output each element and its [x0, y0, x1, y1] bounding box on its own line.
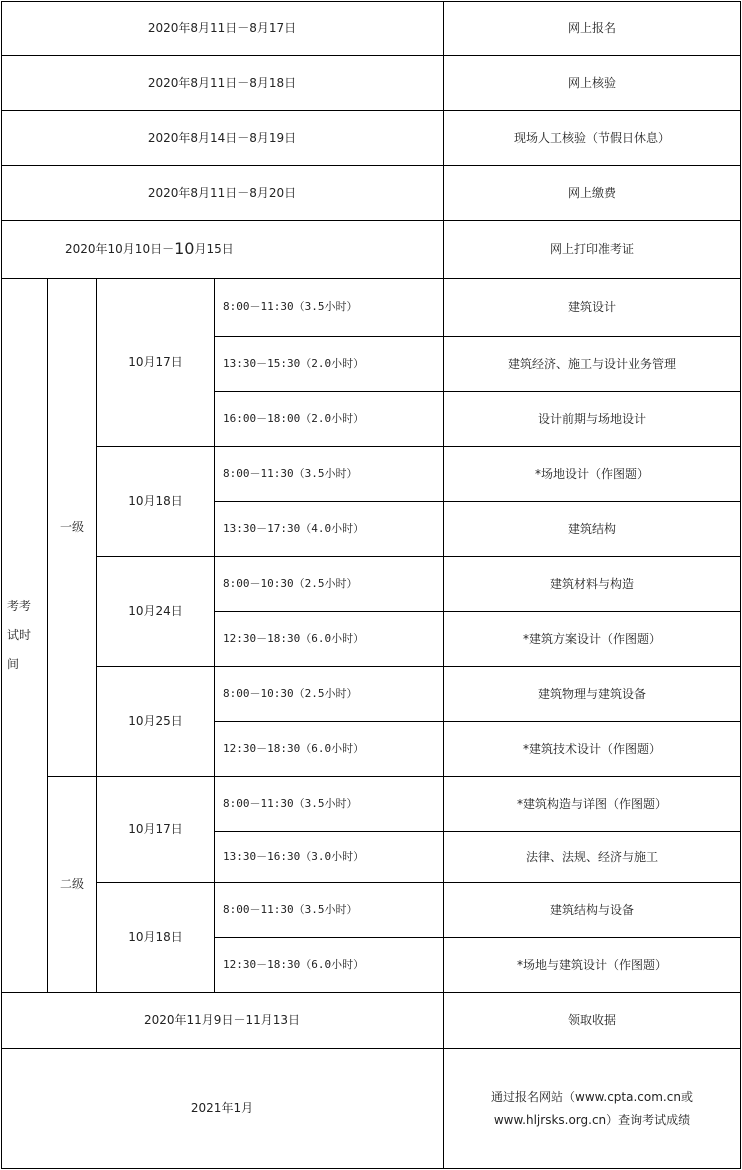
session-subject-text: *建筑技术设计（作图题） [522, 741, 661, 756]
exam-label-text: 间 [7, 656, 20, 671]
session-time-text: 8:00－11:30（3.5小时） [223, 466, 358, 480]
date-text: 2020年8月11日－8月20日 [147, 185, 297, 200]
level-name: 二级 [59, 877, 84, 892]
level-cell [48, 777, 97, 993]
session-time-text: 8:00－10:30（2.5小时） [223, 686, 358, 700]
session-subject-cell [444, 557, 741, 612]
exam-label-text: 考考 [7, 599, 32, 614]
session-subject-text: *场地设计（作图题） [534, 466, 649, 481]
session-subject-text: 建筑物理与建筑设备 [537, 686, 646, 701]
results-line: 通过报名网站（www.cpta.com.cn或 [491, 1089, 693, 1104]
session-time-cell [215, 279, 444, 337]
session-time-text: 12:30－18:30（6.0小时） [223, 741, 365, 755]
exam-date-text: 10月17日 [128, 822, 183, 837]
session-subject-text: 设计前期与场地设计 [537, 411, 646, 426]
exam-schedule-table [1, 1, 741, 1169]
session-subject-cell [444, 279, 741, 337]
session-time-cell [215, 938, 444, 993]
session-time-text: 13:30－15:30（2.0小时） [223, 356, 365, 370]
exam-date-text: 10月17日 [128, 355, 183, 370]
receipt-date-cell [1, 993, 444, 1049]
session-subject-text: *场地与建筑设计（作图题） [516, 957, 667, 972]
session-time-cell [215, 447, 444, 502]
event-text: 网上报名 [567, 20, 616, 35]
session-time-text: 12:30－18:30（6.0小时） [223, 957, 365, 971]
exam-date-cell [97, 447, 215, 557]
session-time-text: 8:00－10:30（2.5小时） [223, 576, 358, 590]
session-subject-text: *建筑构造与详图（作图题） [516, 796, 667, 811]
event-text: 网上缴费 [567, 185, 616, 200]
session-subject-text: 建筑材料与构造 [549, 576, 634, 591]
session-time-cell [215, 612, 444, 667]
results-date-text: 2021年1月 [190, 1101, 254, 1116]
exam-date-cell [97, 777, 215, 883]
date-text: 2020年8月11日－8月18日 [147, 75, 297, 90]
session-subject-cell [444, 392, 741, 447]
receipt-event-cell [444, 993, 741, 1049]
session-time-cell [215, 832, 444, 883]
session-time-cell [215, 667, 444, 722]
session-time-text: 16:00－18:00（2.0小时） [223, 411, 365, 425]
admission-date-text: 月15日 [194, 242, 234, 257]
receipt-event-text: 领取收据 [567, 1013, 616, 1028]
event-text: 网上核验 [567, 75, 616, 90]
session-subject-cell [444, 447, 741, 502]
registration-date-cell [1, 1, 444, 56]
session-subject-cell [444, 777, 741, 832]
session-time-text: 13:30－16:30（3.0小时） [223, 849, 365, 863]
session-subject-text: 法律、法规、经济与施工 [525, 849, 658, 864]
receipt-date-text: 2020年11月9日－11月13日 [144, 1013, 300, 1028]
exam-date-text: 10月24日 [128, 604, 183, 619]
exam-label-text: 试时 [7, 628, 32, 643]
exam-date-text: 10月18日 [128, 930, 183, 945]
session-time-cell [215, 502, 444, 557]
session-time-cell [215, 557, 444, 612]
admission-date-cell [1, 221, 444, 279]
session-time-cell [215, 883, 444, 938]
session-subject-cell [444, 722, 741, 777]
registration-event-cell [444, 56, 741, 111]
session-subject-cell [444, 938, 741, 993]
session-subject-text: 建筑经济、施工与设计业务管理 [507, 356, 676, 371]
admission-date-emph: 10 [174, 239, 195, 259]
level-cell [48, 279, 97, 777]
exam-date-text: 10月18日 [128, 494, 183, 509]
session-time-text: 8:00－11:30（3.5小时） [223, 300, 358, 314]
session-time-text: 8:00－11:30（3.5小时） [223, 796, 358, 810]
session-subject-cell [444, 667, 741, 722]
registration-date-cell [1, 56, 444, 111]
date-text: 2020年8月14日－8月19日 [147, 130, 297, 145]
registration-event-cell [444, 166, 741, 221]
session-subject-text: 建筑结构与设备 [549, 902, 634, 917]
session-time-text: 8:00－11:30（3.5小时） [223, 902, 358, 916]
date-text: 2020年8月11日－8月17日 [147, 20, 297, 35]
results-date-cell [1, 1049, 444, 1169]
session-time-text: 12:30－18:30（6.0小时） [223, 631, 365, 645]
session-time-cell [215, 392, 444, 447]
admission-event-cell [444, 221, 741, 279]
session-time-cell [215, 777, 444, 832]
exam-date-text: 10月25日 [128, 714, 183, 729]
results-line: www.hljrsks.org.cn）查询考试成绩 [493, 1112, 691, 1127]
registration-date-cell [1, 166, 444, 221]
exam-date-cell [97, 557, 215, 667]
exam-time-label-cell [1, 279, 48, 993]
level-name: 一级 [59, 520, 84, 535]
event-text: 现场人工核验（节假日休息） [513, 130, 670, 145]
exam-date-cell [97, 279, 215, 447]
session-subject-text: 建筑设计 [567, 300, 616, 315]
admission-date-text: 2020年10月10日－ [65, 242, 175, 257]
session-subject-cell [444, 337, 741, 392]
registration-date-cell [1, 111, 444, 166]
session-subject-cell [444, 502, 741, 557]
admission-event-text: 网上打印准考证 [549, 242, 634, 257]
registration-event-cell [444, 111, 741, 166]
session-subject-text: 建筑结构 [567, 521, 616, 536]
session-subject-text: *建筑方案设计（作图题） [522, 631, 661, 646]
session-time-cell [215, 337, 444, 392]
exam-date-cell [97, 883, 215, 993]
session-subject-cell [444, 883, 741, 938]
session-time-text: 13:30－17:30（4.0小时） [223, 521, 365, 535]
results-event-cell [444, 1049, 741, 1169]
exam-date-cell [97, 667, 215, 777]
session-time-cell [215, 722, 444, 777]
session-subject-cell [444, 612, 741, 667]
session-subject-cell [444, 832, 741, 883]
registration-event-cell [444, 1, 741, 56]
